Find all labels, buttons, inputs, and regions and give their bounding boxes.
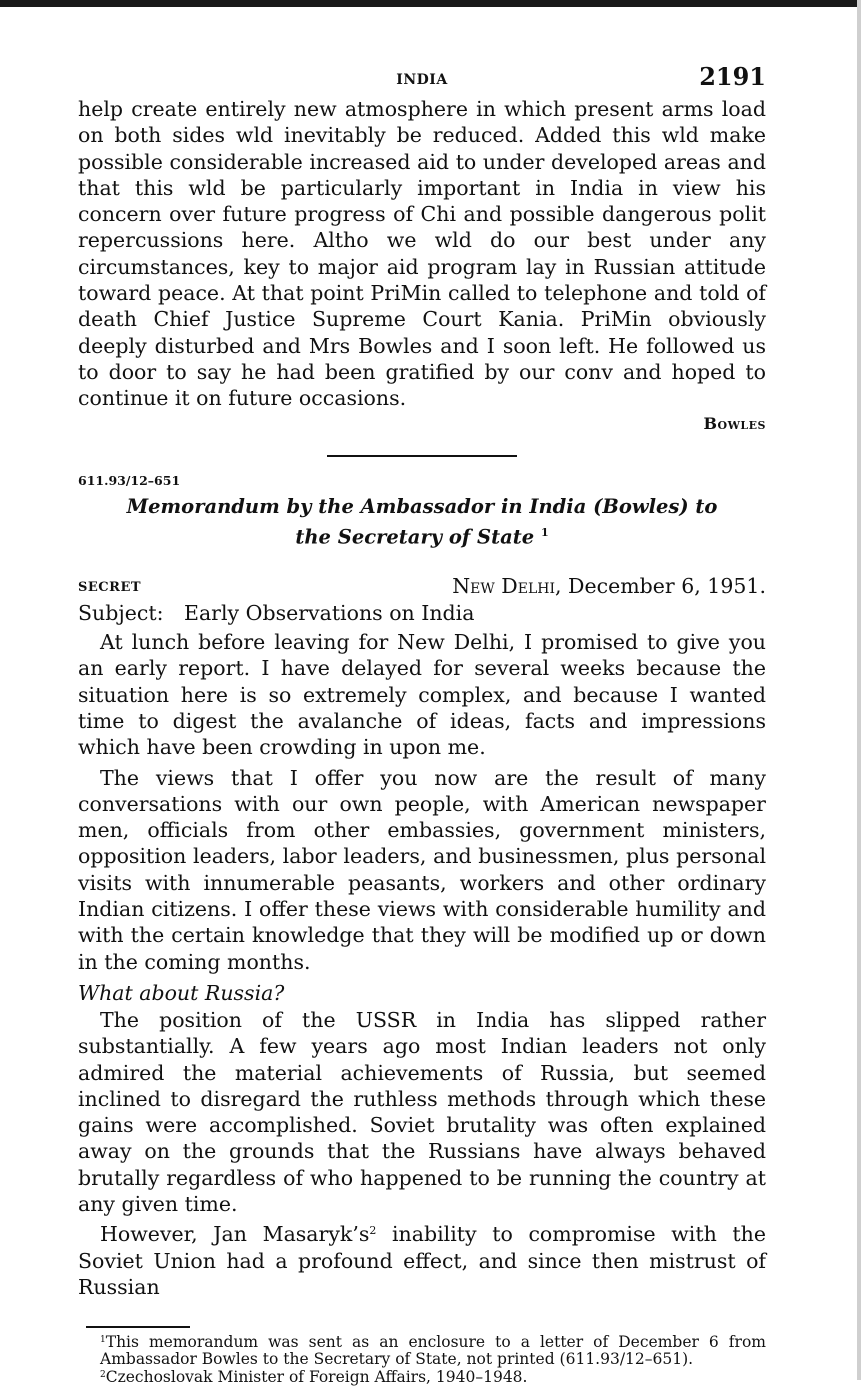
page-number: 2191 <box>699 62 766 91</box>
footnote-2-text: Czechoslovak Minister of Foreign Affairs, 1940–1948. <box>105 1367 528 1386</box>
paragraph-lunch: At lunch before leaving for New Delhi, I promised to give you an early report. I have delayed for several weeks because the situation here is so extremely complex, and because I wanted time to digest the avalanche of ideas, facts and impressions which have been crowding in upon me. <box>78 630 766 760</box>
footnote-1 <box>78 1334 766 1369</box>
footnote-divider <box>86 1326 190 1328</box>
footnote-2 <box>78 1369 766 1386</box>
footnote-1-text: This memorandum was sent as an enclosure to a letter of December 6 from Ambassador Bowles to the Secretary of State, not printed (611.93/12–651). <box>100 1332 766 1369</box>
section-divider <box>327 455 517 457</box>
paragraph-views: The views that I offer you now are the result of many conversations with our own people, with American newspaper men, officials from other embassies, government ministers, opposition leaders, labor leaders, and businessmen, plus personal visits with innumerable peasants, workers and other ordinary Indian citizens. I offer these views with considerable humility and with the certain knowledge that they will be modified up or down in the coming months. <box>78 765 766 974</box>
section-heading: What about Russia? <box>78 980 285 1005</box>
place-date <box>452 574 766 598</box>
paragraph-russia: The position of the USSR in India has slipped rather substantially. A few years ago most Indian leaders not only admired the material achievements of Russia, but seemed inclined to disregard the ruthless methods through which these gains were accomplished. Soviet brutality was often explained away on the grounds that the Russians have always behaved brutally regardless of who happened to be running the country at any given time. <box>78 1007 766 1216</box>
dateline <box>78 568 766 598</box>
subject-line <box>78 601 766 625</box>
subject-text: Early Observations on India <box>184 601 475 626</box>
page-header <box>78 62 766 96</box>
date: , December 6, 1951. <box>555 574 766 599</box>
footnote-1-marker: 1 <box>100 1334 106 1345</box>
masaryk-text-after: inability to compromise with the Soviet Union had a profound effect, and since then mistrust of Russian <box>78 1222 766 1299</box>
running-head: INDIA <box>396 72 448 88</box>
document-page <box>78 62 766 1386</box>
masaryk-text-before: However, Jan Masaryk’s <box>100 1222 370 1247</box>
classification: SECRET <box>78 580 142 596</box>
place: New Delhi <box>452 574 555 599</box>
document-title <box>108 494 736 551</box>
signature: Bowles <box>703 413 766 433</box>
file-number: 611.93/12–651 <box>78 472 181 488</box>
right-edge <box>857 0 861 1380</box>
continuation-paragraph: help create entirely new atmosphere in which present arms load on both sides wld inevitably be reduced. Added this wld make possible considerable increased aid to under developed areas and that this wld be particularly important in India in view his concern over future progress of Chi and possible dangerous polit repercussions here. Altho we wld do our best under any circumstances, key to major aid program lay in Russian attitude toward peace. At that point PriMin called to telephone and told of death Chief Justice Supreme Court Kania. PriMin obviously deeply disturbed and Mrs Bowles and I soon left. He followed us to door to say he had been gratified by our conv and hoped to continue it on future occasions. <box>78 97 766 411</box>
top-border <box>0 0 861 7</box>
paragraph-masaryk <box>78 1221 766 1300</box>
footnote-2-marker: 2 <box>100 1369 106 1380</box>
footnote-ref-2: 2 <box>369 1224 377 1238</box>
document-title-text: Memorandum by the Ambassador in India (Bowles) to the Secretary of State <box>126 494 718 549</box>
subject-label: Subject: <box>78 601 164 626</box>
title-footnote-ref: 1 <box>540 525 549 539</box>
